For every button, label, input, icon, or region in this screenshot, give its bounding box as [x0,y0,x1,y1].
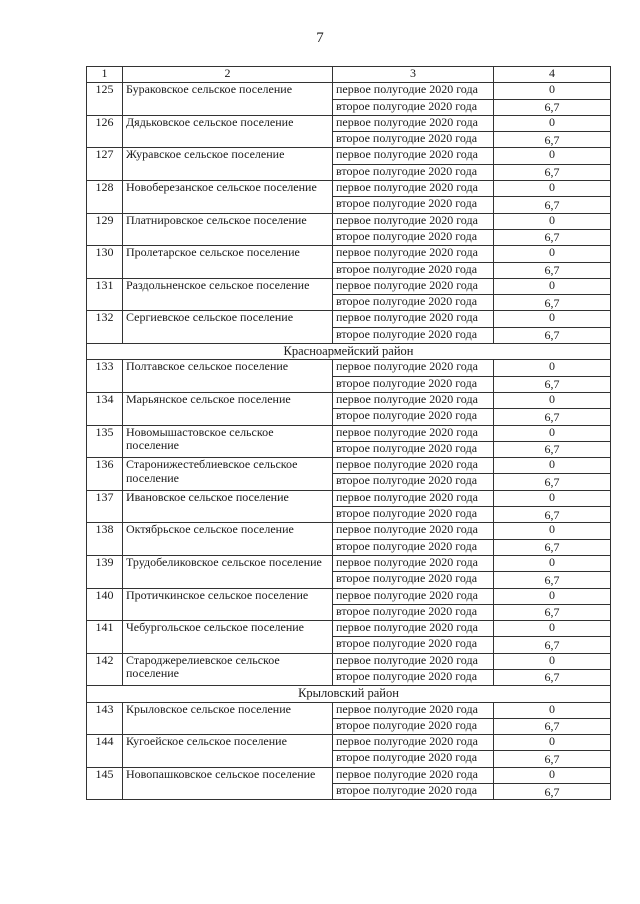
period-second-half: второе полугодие 2020 года [333,164,494,180]
value-first-half: 0 [494,588,611,604]
settlement-name: Трудобеликовское сельское поселение [123,555,333,588]
district-name: Крыловский район [87,686,611,702]
value-first-half: 0 [494,392,611,408]
row-number: 141 [87,621,123,654]
header-row [87,67,611,83]
settlement-name: Дядьковское сельское поселение [123,115,333,148]
value-second-half: 6,7 [494,376,611,392]
period-first-half: первое полугодие 2020 года [333,278,494,294]
table-row [87,83,611,99]
table-row [87,148,611,164]
settlement-name: Ивановское сельское поселение [123,490,333,523]
value-second-half: 6,7 [494,327,611,343]
value-second-half: 6,7 [494,409,611,425]
period-second-half: второе полугодие 2020 года [333,507,494,523]
table-row [87,115,611,131]
period-second-half: второе полугодие 2020 года [333,718,494,734]
period-second-half: второе полугодие 2020 года [333,637,494,653]
settlements-table [86,66,611,800]
settlement-name: Новомышастовское сельское поселение [123,425,333,458]
value-second-half: 6,7 [494,637,611,653]
period-first-half: первое полугодие 2020 года [333,490,494,506]
settlement-name: Журавское сельское поселение [123,148,333,181]
row-number: 130 [87,246,123,279]
period-first-half: первое полугодие 2020 года [333,311,494,327]
value-second-half: 6,7 [494,295,611,311]
table-row [87,767,611,783]
value-second-half: 6,7 [494,441,611,457]
settlement-name: Чебургольское сельское поселение [123,621,333,654]
table-row [87,653,611,669]
row-number: 135 [87,425,123,458]
page-number: 7 [316,30,324,46]
value-second-half: 6,7 [494,539,611,555]
period-second-half: второе полугодие 2020 года [333,669,494,685]
period-first-half: первое полугодие 2020 года [333,181,494,197]
period-second-half: второе полугодие 2020 года [333,604,494,620]
period-first-half: первое полугодие 2020 года [333,148,494,164]
value-first-half: 0 [494,425,611,441]
row-number: 136 [87,458,123,491]
period-second-half: второе полугодие 2020 года [333,539,494,555]
value-second-half: 6,7 [494,604,611,620]
row-number: 143 [87,702,123,735]
settlement-name: Бураковское сельское поселение [123,83,333,116]
settlement-name: Протичкинское сельское поселение [123,588,333,621]
settlement-name: Пролетарское сельское поселение [123,246,333,279]
table-row [87,523,611,539]
value-second-half: 6,7 [494,572,611,588]
row-number: 144 [87,735,123,768]
value-first-half: 0 [494,360,611,376]
period-first-half: первое полугодие 2020 года [333,653,494,669]
table-row [87,181,611,197]
period-first-half: первое полугодие 2020 года [333,392,494,408]
settlement-name: Новопашковское сельское поселение [123,767,333,800]
table-row [87,392,611,408]
table-row [87,490,611,506]
settlement-name: Полтавское сельское поселение [123,360,333,393]
period-second-half: второе полугодие 2020 года [333,572,494,588]
value-second-half: 6,7 [494,229,611,245]
settlement-name: Новоберезанское сельское поселение [123,181,333,214]
table-row [87,735,611,751]
period-first-half: первое полугодие 2020 года [333,213,494,229]
table-row [87,425,611,441]
value-first-half: 0 [494,458,611,474]
value-second-half: 6,7 [494,784,611,800]
period-second-half: второе полугодие 2020 года [333,327,494,343]
period-first-half: первое полугодие 2020 года [333,588,494,604]
period-second-half: второе полугодие 2020 года [333,751,494,767]
value-second-half: 6,7 [494,132,611,148]
value-first-half: 0 [494,246,611,262]
table-row [87,621,611,637]
period-first-half: первое полугодие 2020 года [333,115,494,131]
settlement-name: Крыловское сельское поселение [123,702,333,735]
value-first-half: 0 [494,115,611,131]
value-second-half: 6,7 [494,751,611,767]
settlement-name: Староджерелиевское сельское поселение [123,653,333,686]
row-number: 145 [87,767,123,800]
row-number: 129 [87,213,123,246]
period-second-half: второе полугодие 2020 года [333,376,494,392]
value-first-half: 0 [494,148,611,164]
row-number: 133 [87,360,123,393]
period-second-half: второе полугодие 2020 года [333,784,494,800]
value-first-half: 0 [494,735,611,751]
period-first-half: первое полугодие 2020 года [333,246,494,262]
value-second-half: 6,7 [494,99,611,115]
settlement-name: Раздольненское сельское поселение [123,278,333,311]
header-cell: 3 [333,67,494,83]
value-first-half: 0 [494,555,611,571]
period-first-half: первое полугодие 2020 года [333,621,494,637]
table-body [87,67,611,800]
period-second-half: второе полугодие 2020 года [333,132,494,148]
settlement-name: Октябрьское сельское поселение [123,523,333,556]
value-second-half: 6,7 [494,474,611,490]
period-first-half: первое полугодие 2020 года [333,83,494,99]
settlement-name: Сергиевское сельское поселение [123,311,333,344]
table-row [87,278,611,294]
value-first-half: 0 [494,213,611,229]
period-first-half: первое полугодие 2020 года [333,735,494,751]
row-number: 138 [87,523,123,556]
value-first-half: 0 [494,523,611,539]
row-number: 134 [87,392,123,425]
value-second-half: 6,7 [494,669,611,685]
row-number: 127 [87,148,123,181]
value-first-half: 0 [494,702,611,718]
value-first-half: 0 [494,621,611,637]
row-number: 140 [87,588,123,621]
header-cell: 2 [123,67,333,83]
value-first-half: 0 [494,653,611,669]
row-number: 137 [87,490,123,523]
period-second-half: второе полугодие 2020 года [333,441,494,457]
period-first-half: первое полугодие 2020 года [333,555,494,571]
settlement-name: Старонижестеблиевское сельское поселение [123,458,333,491]
value-first-half: 0 [494,278,611,294]
settlement-name: Кугоейское сельское поселение [123,735,333,768]
period-first-half: первое полугодие 2020 года [333,425,494,441]
value-first-half: 0 [494,490,611,506]
period-second-half: второе полугодие 2020 года [333,99,494,115]
period-second-half: второе полугодие 2020 года [333,262,494,278]
row-number: 142 [87,653,123,686]
value-first-half: 0 [494,767,611,783]
district-row [87,344,611,360]
value-second-half: 6,7 [494,718,611,734]
period-second-half: второе полугодие 2020 года [333,197,494,213]
settlement-name: Платнировское сельское поселение [123,213,333,246]
table-row [87,588,611,604]
period-first-half: первое полугодие 2020 года [333,523,494,539]
table-row [87,246,611,262]
period-first-half: первое полугодие 2020 года [333,702,494,718]
row-number: 139 [87,555,123,588]
header-cell: 4 [494,67,611,83]
value-second-half: 6,7 [494,164,611,180]
table-row [87,458,611,474]
value-first-half: 0 [494,311,611,327]
value-second-half: 6,7 [494,507,611,523]
period-second-half: второе полугодие 2020 года [333,229,494,245]
value-first-half: 0 [494,83,611,99]
table-row [87,311,611,327]
table-row [87,360,611,376]
period-second-half: второе полугодие 2020 года [333,295,494,311]
period-second-half: второе полугодие 2020 года [333,409,494,425]
value-first-half: 0 [494,181,611,197]
row-number: 132 [87,311,123,344]
row-number: 126 [87,115,123,148]
row-number: 128 [87,181,123,214]
period-first-half: первое полугодие 2020 года [333,360,494,376]
district-name: Красноармейский район [87,344,611,360]
table-row [87,702,611,718]
period-second-half: второе полугодие 2020 года [333,474,494,490]
period-first-half: первое полугодие 2020 года [333,767,494,783]
table-row [87,555,611,571]
value-second-half: 6,7 [494,197,611,213]
row-number: 131 [87,278,123,311]
district-row [87,686,611,702]
row-number: 125 [87,83,123,116]
header-cell: 1 [87,67,123,83]
value-second-half: 6,7 [494,262,611,278]
period-first-half: первое полугодие 2020 года [333,458,494,474]
settlement-name: Марьянское сельское поселение [123,392,333,425]
table-row [87,213,611,229]
